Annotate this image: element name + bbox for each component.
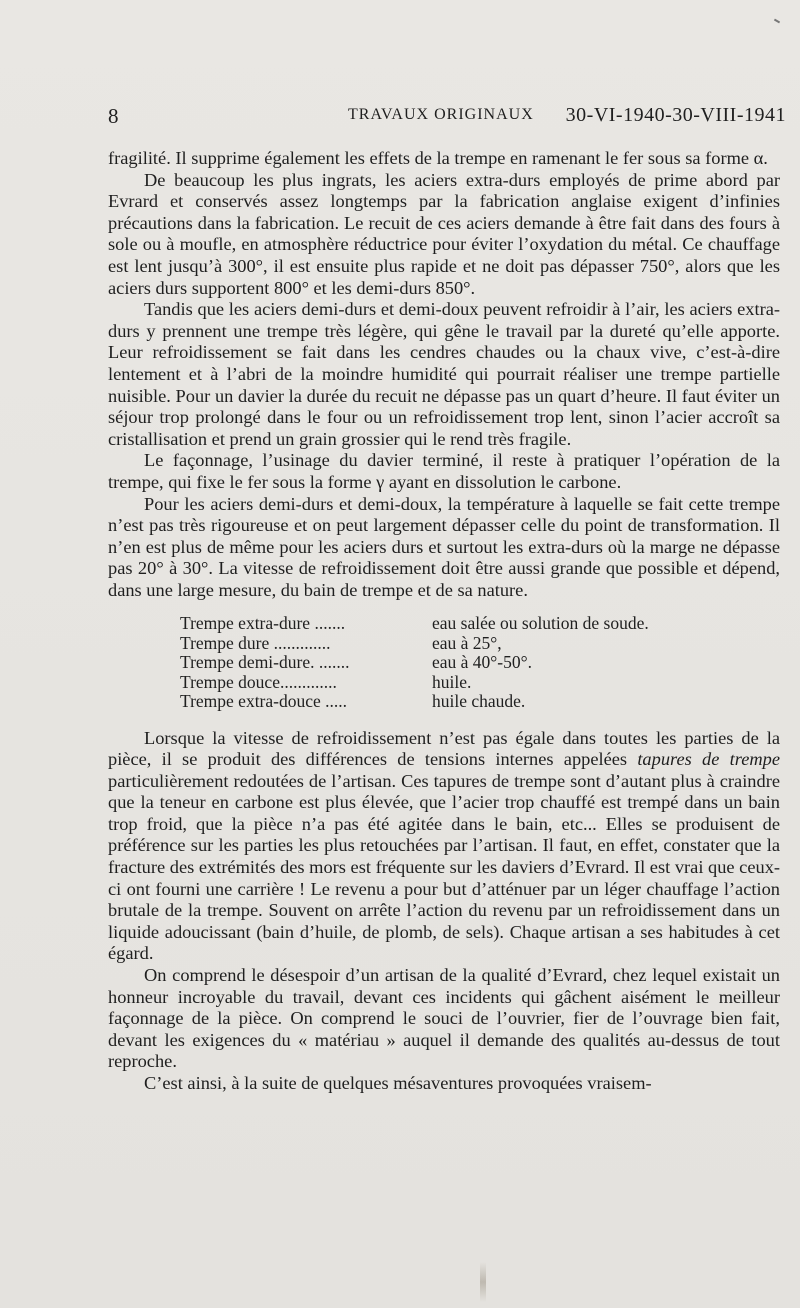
table-row [180, 614, 780, 633]
running-title: TRAVAUX ORIGINAUX [348, 106, 534, 123]
table-row [180, 634, 780, 653]
scan-artifact [480, 1262, 486, 1302]
paragraph: De beaucoup les plus ingrats, les aciers extra-durs employés de prime abord par Evrard et conservés assez longtemps par la fabrication anglaise exigent d’infinies précautions dans la fabrication. Le recuit de ces aciers demande à être fait dans des fours à sole ou à moufle, en atmosphère réductrice pour éviter l’oxydation du métal. Ce chauffage est lent jusqu’à 300°, il est ensuite plus rapide et ne doit pas dépasser 750°, alors que les aciers durs supportent 800° et les demi-durs 850°. [108, 169, 780, 298]
paragraph: On comprend le désespoir d’un artisan de la qualité d’Evrard, chez lequel existait un honneur incroyable du travail, devant ces incidents qui gâchent aisément le meilleur façonnage de la pièce. On comprend le souci de l’ouvrier, fier de l’ouvrage bien fait, devant les exigences du « matériau » auquel il demande des qualités au-dessus de tout reproche. [108, 965, 780, 1072]
paragraph: Le façonnage, l’usinage du davier terminé, il reste à pratiquer l’opération de la trempe, qui fixe le fer sous la forme γ ayant en dissolution le carbone. [108, 450, 780, 492]
page-number: 8 [108, 104, 119, 128]
running-header [108, 104, 786, 132]
quench-table [180, 614, 780, 711]
body-text [108, 148, 780, 1095]
quench-type: Trempe douce............. [180, 671, 337, 692]
quench-medium: eau salée ou solution de soude. [432, 613, 649, 634]
quench-medium: huile. [432, 671, 472, 692]
paragraph: C’est ainsi, à la suite de quelques mésaventures provoquées vraisem- [144, 1073, 652, 1093]
emphasis-term: tapures de trempe [637, 749, 780, 770]
paragraph-text: particulièrement redoutées de l’artisan. Ces tapures de trempe sont d’autant plus à craindre que la teneur en carbone est plus élevée, que l’acier trop chauffé est trempé dans un bain trop froid, que la pièce n’a pas été agitée dans le bain, etc... Elles se produisent de préférence sur les parties les plus retouchées par l’artisan. Il faut, en effet, constater que la fracture des extrémités des mors est fréquente sur les daviers d’Evrard. Il est vrai que ceux-ci ont fourni une carrière ! Le revenu a pour but d’atténuer par un léger chauffage l’action brutale de la trempe. Souvent on arrête l’action du revenu par un refroidissement dans un liquide adoucissant (bain d’huile, de plomb, de sels). Chaque artisan a ses habitudes à cet égard. [108, 770, 781, 964]
table-row [180, 692, 780, 711]
quench-medium: eau à 25°, [432, 632, 502, 653]
page-mark [774, 19, 780, 24]
quench-medium: huile chaude. [432, 691, 526, 712]
quench-type: Trempe extra-douce ..... [180, 691, 348, 712]
paragraph [108, 728, 780, 966]
issue-dates: 30-VI-1940-30-VIII-1941 [565, 104, 786, 126]
paragraph: Pour les aciers demi-durs et demi-doux, la température à laquelle se fait cette trempe n’est pas très rigoureuse et on peut largement dépasser celle du point de transformation. Il n’en est plus de même pour les aciers durs et surtout les extra-durs où la marge ne dépasse pas 20° à 30°. La vitesse de refroidissement doit être aussi grande que possible et dépend, dans une large mesure, du bain de trempe et de sa nature. [108, 493, 780, 600]
quench-type: Trempe demi-dure. ....... [180, 652, 350, 673]
paragraph: Tandis que les aciers demi-durs et demi-doux peuvent refroidir à l’air, les aciers extra-durs y prennent une trempe très légère, qui gêne le travail par la dureté qu’elle apporte. Leur refroidissement se fait dans les cendres chaudes ou la chaux vive, c’est-à-dire lentement et à l’abri de la moindre humidité qui pourrait réaliser une trempe partielle nuisible. Pour un davier la durée du recuit ne dépasse pas un quart d’heure. Il faut éviter un séjour trop prolongé dans le four ou un refroidissement trop lent, sinon l’acier accroît sa cristallisation et prend un grain grossier qui le rend très fragile. [108, 299, 780, 449]
paragraph: fragilité. Il supprime également les effets de la trempe en ramenant le fer sous sa forme α. [108, 148, 768, 168]
quench-type: Trempe dure ............. [180, 632, 331, 653]
quench-type: Trempe extra-dure ....... [180, 613, 346, 634]
table-row [180, 653, 780, 672]
quench-medium: eau à 40°-50°. [432, 652, 533, 673]
table-row [180, 673, 780, 692]
paragraph-text: Lorsque la vitesse de refroidissement n’est pas égale dans toutes les parties de la pièce, il se produit des différences de tensions internes appelées [108, 727, 780, 770]
